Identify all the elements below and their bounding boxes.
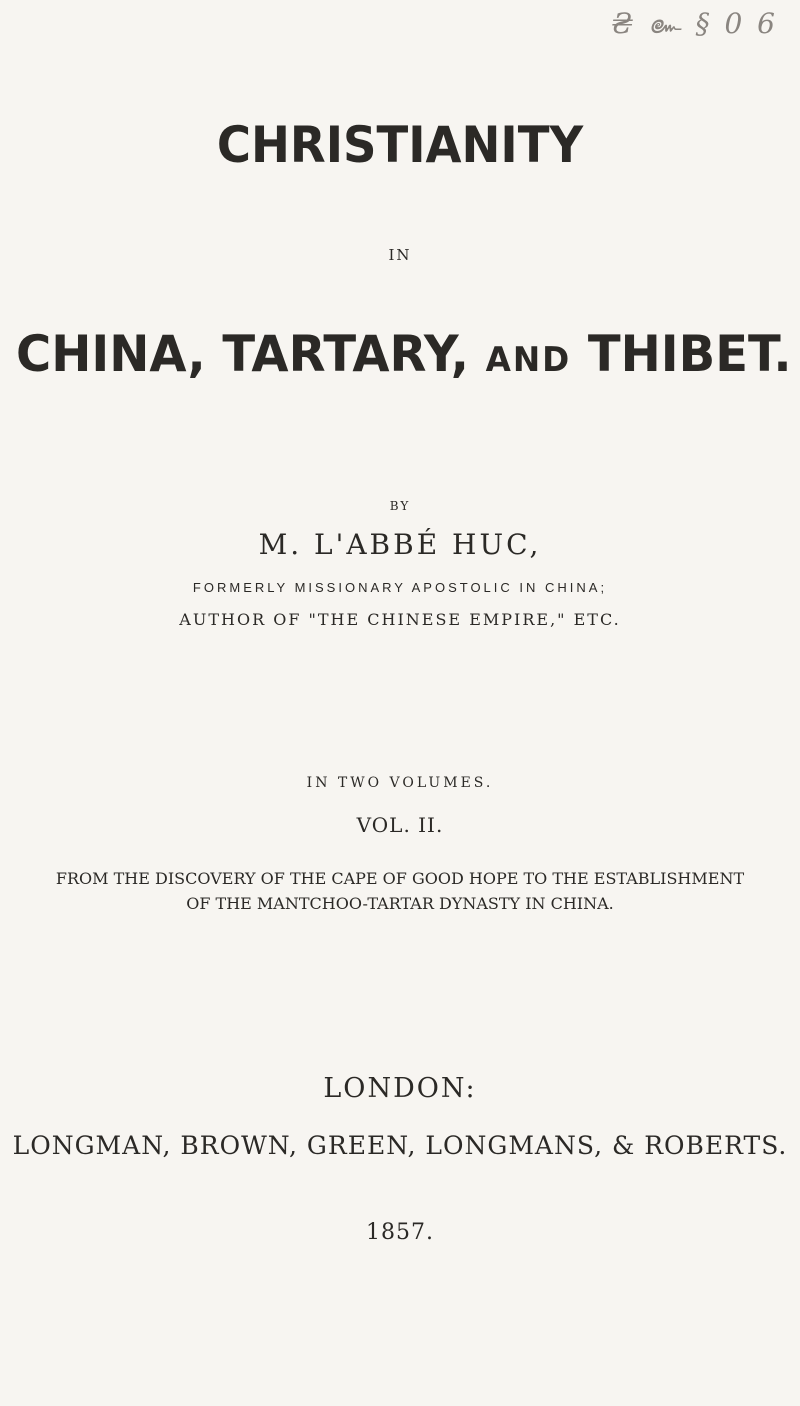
title-places [16,325,792,383]
shelfmark-annotation: ₴ ๛ § 0 6 [611,7,778,40]
imprint-year: 1857. [366,1220,434,1245]
volume-number: VOL. II. [356,813,444,837]
volumes-count: IN TWO VOLUMES. [306,775,494,791]
author-role-1: FORMERLY MISSIONARY APOSTOLIC IN CHINA; [192,580,608,595]
imprint-publisher: LONGMAN, BROWN, GREEN, LONGMANS, & ROBERTS. [12,1131,788,1160]
title-places-part1: CHINA, TARTARY, [16,325,469,383]
title-main: CHRISTIANITY [216,116,584,174]
author-name: M. L'ABBÉ HUC, [258,528,542,561]
subtitle-line-1: FROM THE DISCOVERY OF THE CAPE OF GOOD HOPE TO THE ESTABLISHMENT [55,869,745,888]
title-places-part2: THIBET. [587,325,792,383]
subtitle-line-2: OF THE MANTCHOO-TARTAR DYNASTY IN CHINA. [186,894,614,913]
title-and: AND [485,340,572,380]
title-connector: IN [388,246,412,264]
author-role-2: AUTHOR OF "THE CHINESE EMPIRE," ETC. [179,610,621,629]
by-label: BY [389,499,411,513]
imprint-place: LONDON: [323,1073,477,1104]
